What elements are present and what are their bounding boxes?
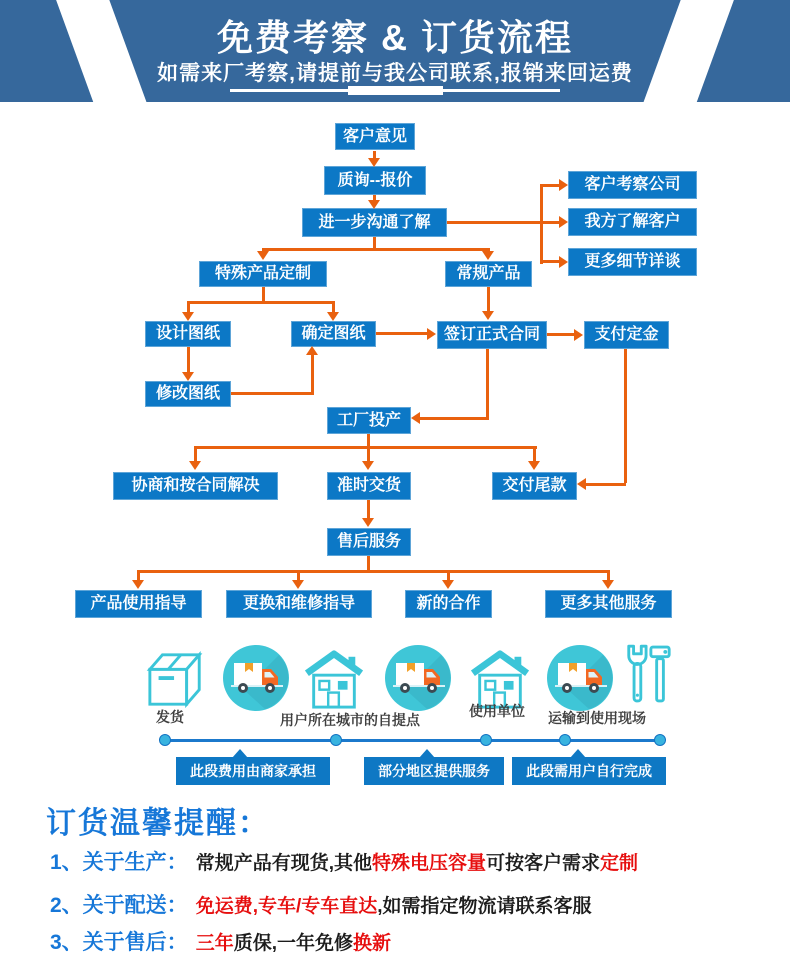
timeline-dot (559, 734, 571, 746)
reminder-segment: 特殊电压容量 (371, 853, 486, 874)
flow-node-more-services: 更多其他服务 (545, 590, 672, 618)
arrow-line (447, 570, 450, 580)
reminder-segment: 换新 (352, 933, 391, 954)
arrow-head (132, 580, 144, 589)
reminder-item-label: 1、关于生产： (50, 851, 188, 874)
arrow-head (327, 312, 339, 321)
timeline-dot (330, 734, 342, 746)
timeline-tag: 此段需用户自行完成 (512, 757, 666, 785)
title-underline (230, 89, 560, 92)
arrow-head (257, 251, 269, 260)
delivery-step-label: 使用单位 (469, 703, 525, 719)
arrow-line (137, 570, 140, 580)
arrow-head (362, 461, 374, 470)
delivery-step-label: 用户所在城市的自提点 (280, 712, 420, 728)
page-subtitle: 如需来厂考察,请提前与我公司联系,报销来回运费 (157, 62, 633, 85)
arrow-line (624, 349, 627, 483)
arrow-head (574, 329, 583, 341)
arrow-line (486, 349, 489, 418)
reminder-segment: 常规产品有现货,其他 (195, 853, 372, 874)
arrow-head (368, 158, 380, 167)
flow-node-confirm-drawing: 确定图纸 (291, 321, 376, 347)
reminder-item-production (50, 846, 638, 876)
arrow-line (194, 446, 537, 449)
flow-node-regular-product: 常规产品 (445, 261, 532, 287)
arrow-head (577, 478, 586, 490)
arrow-line (194, 446, 197, 461)
flow-node-negotiate-resolution: 协商和按合同解决 (113, 472, 278, 500)
title-underline-center (348, 86, 443, 95)
reminder-item-label: 2、关于配送： (50, 894, 188, 917)
delivery-step-label: 运输到使用现场 (548, 710, 646, 726)
flow-node-new-cooperation: 新的合作 (405, 590, 492, 618)
delivery-truck-icon (545, 643, 615, 713)
arrow-line (187, 301, 334, 304)
flow-node-more-details-discussion: 更多细节详谈 (568, 248, 697, 276)
arrow-line (607, 570, 610, 580)
arrow-line (367, 434, 370, 446)
flow-node-design-drawing: 设计图纸 (145, 321, 231, 347)
flow-node-customer-visits-company: 客户考察公司 (568, 171, 697, 199)
arrow-head (368, 200, 380, 209)
flow-node-on-time-delivery: 准时交货 (327, 472, 411, 500)
arrow-head (292, 580, 304, 589)
arrow-line (540, 184, 543, 264)
timeline-dot (159, 734, 171, 746)
arrow-line (262, 287, 265, 301)
tools-icon (623, 641, 673, 709)
timeline-dot (654, 734, 666, 746)
flow-node-sign-contract: 签订正式合同 (437, 321, 547, 349)
reminder-segment: 三年 (195, 933, 234, 954)
arrow-head (411, 412, 420, 424)
flow-node-further-communication: 进一步沟通了解 (302, 208, 447, 237)
flow-node-we-understand-customer: 我方了解客户 (568, 208, 697, 236)
arrow-line (376, 332, 428, 335)
reminder-item-after-sales (50, 926, 391, 956)
arrow-line (586, 483, 626, 486)
arrow-head (189, 461, 201, 470)
arrow-line (540, 184, 559, 187)
timeline-dot (480, 734, 492, 746)
timeline-line (165, 739, 660, 742)
arrow-line (420, 417, 489, 420)
package-box-icon (146, 648, 206, 712)
pickup-house-icon (301, 650, 367, 710)
arrow-head (482, 251, 494, 260)
arrow-head (427, 328, 436, 340)
flow-node-inquiry-quotation: 质询--报价 (324, 166, 426, 195)
timeline-tag: 部分地区提供服务 (364, 757, 504, 785)
arrow-line (262, 248, 490, 251)
reminder-segment: 定制 (600, 853, 639, 874)
flow-node-factory-production: 工厂投产 (327, 407, 411, 434)
arrow-head (559, 179, 568, 191)
arrow-head (182, 372, 194, 381)
arrow-line (540, 260, 559, 263)
arrow-line (547, 333, 574, 336)
arrow-line (533, 446, 536, 461)
header-banner (0, 0, 790, 102)
flow-node-customer-feedback: 客户意见 (335, 123, 415, 150)
flow-node-pay-deposit: 支付定金 (584, 321, 669, 349)
arrow-line (311, 355, 314, 394)
reminder-segment: 质保,一年免修 (233, 933, 353, 954)
reminder-item-delivery (50, 889, 592, 919)
flow-node-replacement-repair-guide: 更换和维修指导 (226, 590, 372, 618)
delivery-truck-icon (221, 643, 291, 713)
arrow-head (362, 518, 374, 527)
arrow-head (559, 256, 568, 268)
flow-node-after-sales-service: 售后服务 (327, 528, 411, 556)
delivery-truck-icon (383, 643, 453, 713)
arrow-line (487, 287, 490, 311)
arrow-head (442, 580, 454, 589)
arrow-line (367, 500, 370, 518)
arrow-line (137, 570, 610, 573)
arrow-line (187, 347, 190, 372)
flow-node-custom-product: 特殊产品定制 (199, 261, 327, 287)
arrow-head (482, 311, 494, 320)
arrow-line (231, 392, 314, 395)
reminder-segment: ,如需指定物流请联系客服 (377, 896, 592, 917)
arrow-head (559, 216, 568, 228)
page-title: 免费考察 & 订货流程 (216, 17, 573, 58)
reminder-segment: 免运费,专车/专车直达 (195, 896, 378, 917)
flow-node-pay-balance: 交付尾款 (492, 472, 577, 500)
flow-node-product-usage-guide: 产品使用指导 (75, 590, 202, 618)
timeline-tag: 此段费用由商家承担 (176, 757, 330, 785)
delivery-step-label: 发货 (156, 709, 184, 725)
arrow-head (306, 346, 318, 355)
arrow-head (182, 312, 194, 321)
arrow-head (602, 580, 614, 589)
flow-node-revise-drawing: 修改图纸 (145, 381, 231, 407)
arrow-line (367, 446, 370, 461)
reminder-item-label: 3、关于售后： (50, 931, 188, 954)
reminder-segment: 可按客户需求 (485, 853, 600, 874)
arrow-head (528, 461, 540, 470)
arrow-line (297, 570, 300, 580)
arrow-line (367, 556, 370, 570)
reminder-title: 订货温馨提醒： (46, 807, 270, 840)
